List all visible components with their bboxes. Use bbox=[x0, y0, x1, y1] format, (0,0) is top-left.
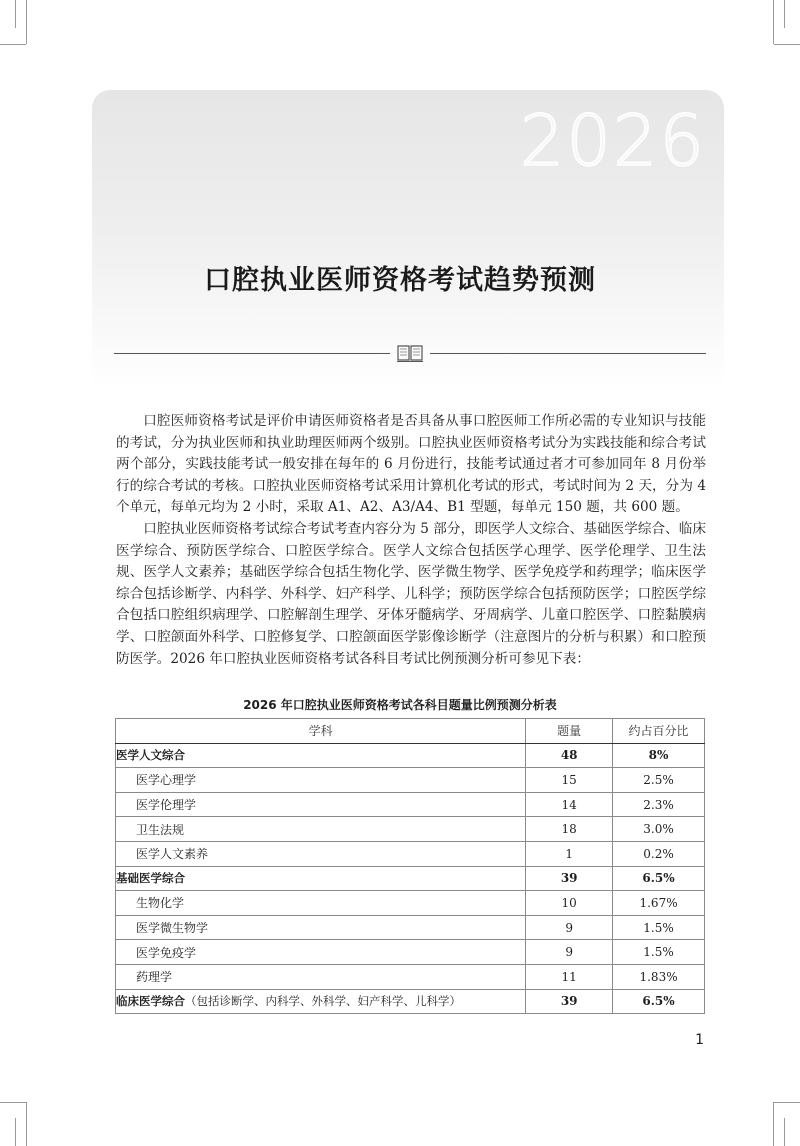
subject-cell bbox=[116, 792, 526, 817]
year-watermark: 2026 bbox=[519, 100, 706, 182]
table-row bbox=[116, 817, 705, 842]
header-count: 题量 bbox=[526, 719, 613, 744]
crop-mark bbox=[26, 1102, 27, 1146]
table-row bbox=[116, 841, 705, 866]
paragraph: 口腔医师资格考试是评价申请医师资格者是否具备从事口腔医师工作所必需的专业知识与技能的考试，分为执业医师和执业助理医师两个级别。口腔执业医师资格考试分为实践技能和综合考试两个部分，实践技能考试一般安排在每年的 6 月份进行，技能考试通过者才可参加同年 8 月份举行的综合考试的考核。口腔执业医师资格考试采用计算机化考试的形式，考试时间为 2 天，分为 4 个单元，每单元均为 2 小时，采取 A1、A2、A3/A4、B1 型题，每单元 150 题，共 600 题。 bbox=[116, 413, 706, 516]
subject-name: 医学人文素养 bbox=[136, 847, 209, 862]
table-row bbox=[116, 768, 705, 793]
table-row bbox=[116, 743, 705, 768]
percent-cell: 1.67% bbox=[613, 891, 705, 916]
subject-cell bbox=[116, 768, 526, 793]
crop-mark bbox=[774, 44, 800, 45]
subject-cell bbox=[116, 891, 526, 916]
crop-mark bbox=[26, 0, 27, 44]
crop-mark bbox=[15, 0, 16, 28]
count-cell: 15 bbox=[526, 768, 613, 793]
subject-cell bbox=[116, 989, 526, 1014]
subject-name: 基础医学综合 bbox=[116, 871, 185, 886]
count-cell: 48 bbox=[526, 743, 613, 768]
table-header-row bbox=[116, 719, 705, 744]
subject-cell bbox=[116, 940, 526, 965]
crop-mark bbox=[15, 1118, 16, 1146]
crop-mark bbox=[0, 44, 26, 45]
count-cell: 39 bbox=[526, 866, 613, 891]
table-row bbox=[116, 940, 705, 965]
percent-cell: 3.0% bbox=[613, 817, 705, 842]
percent-cell: 2.3% bbox=[613, 792, 705, 817]
crop-mark bbox=[773, 0, 774, 44]
body-text bbox=[116, 411, 706, 670]
percent-cell: 6.5% bbox=[613, 866, 705, 891]
percent-cell: 0.2% bbox=[613, 841, 705, 866]
divider-left bbox=[114, 353, 390, 354]
percent-cell: 1.5% bbox=[613, 915, 705, 940]
count-cell: 9 bbox=[526, 940, 613, 965]
crop-mark bbox=[0, 1102, 26, 1103]
table-caption: 2026 年口腔执业医师资格考试各科目题量比例预测分析表 bbox=[243, 698, 557, 712]
subject-name: 生物化学 bbox=[136, 896, 185, 911]
crop-mark bbox=[784, 1118, 785, 1146]
crop-mark bbox=[773, 1102, 774, 1146]
header-percent: 约占百分比 bbox=[613, 719, 705, 744]
percent-cell: 1.83% bbox=[613, 964, 705, 989]
subject-name: 医学心理学 bbox=[136, 773, 197, 788]
page-number: 1 bbox=[695, 1032, 704, 1048]
crop-mark bbox=[784, 0, 785, 28]
table-row bbox=[116, 891, 705, 916]
paragraph: 口腔执业医师资格考试综合考试考查内容分为 5 部分，即医学人文综合、基础医学综合、临床医学综合、预防医学综合、口腔医学综合。医学人文综合包括医学心理学、医学伦理学、卫生法规、医学人文素养；基础医学综合包括生物化学、医学微生物学、医学免疫学和药理学；临床医学综合包括诊断学、内科学、外科学、妇产科学、儿科学；预防医学综合包括预防医学；口腔医学综合包括口腔组织病理学、口腔解剖生理学、牙体牙髓病学、牙周病学、儿童口腔医学、口腔黏膜病学、口腔颌面外科学、口腔修复学、口腔颌面医学影像诊断学（注意图片的分析与积累）和口腔预防医学。2026 年口腔执业医师资格考试各科目考试比例预测分析可参见下表： bbox=[116, 520, 706, 667]
open-book-icon bbox=[396, 343, 424, 363]
subject-cell bbox=[116, 866, 526, 891]
table-row bbox=[116, 989, 705, 1014]
percent-cell: 6.5% bbox=[613, 989, 705, 1014]
subject-cell bbox=[116, 841, 526, 866]
subject-name: 医学免疫学 bbox=[136, 945, 197, 960]
subject-cell bbox=[116, 743, 526, 768]
table-row bbox=[116, 915, 705, 940]
header-subject: 学科 bbox=[116, 719, 526, 744]
crop-mark bbox=[774, 1102, 800, 1103]
subject-cell bbox=[116, 817, 526, 842]
subject-cell bbox=[116, 915, 526, 940]
table-row bbox=[116, 792, 705, 817]
count-cell: 1 bbox=[526, 841, 613, 866]
table-body bbox=[116, 743, 705, 1014]
percent-cell: 2.5% bbox=[613, 768, 705, 793]
subject-name: 医学人文综合 bbox=[116, 748, 185, 763]
subject-name: 临床医学综合 bbox=[116, 994, 185, 1009]
count-cell: 9 bbox=[526, 915, 613, 940]
subject-name: 卫生法规 bbox=[136, 822, 185, 837]
page-title: 口腔执业医师资格考试趋势预测 bbox=[204, 265, 596, 296]
table-row bbox=[116, 866, 705, 891]
count-cell: 14 bbox=[526, 792, 613, 817]
table-row bbox=[116, 964, 705, 989]
percent-cell: 8% bbox=[613, 743, 705, 768]
subject-table bbox=[115, 718, 705, 1014]
divider-right bbox=[430, 353, 706, 354]
count-cell: 11 bbox=[526, 964, 613, 989]
count-cell: 18 bbox=[526, 817, 613, 842]
count-cell: 10 bbox=[526, 891, 613, 916]
subject-name: 医学伦理学 bbox=[136, 798, 197, 813]
subject-name: 医学微生物学 bbox=[136, 921, 209, 936]
count-cell: 39 bbox=[526, 989, 613, 1014]
subject-name: 药理学 bbox=[136, 970, 173, 985]
percent-cell: 1.5% bbox=[613, 940, 705, 965]
subject-cell bbox=[116, 964, 526, 989]
subject-note: （包括诊断学、内科学、外科学、妇产科学、儿科学） bbox=[185, 994, 461, 1009]
